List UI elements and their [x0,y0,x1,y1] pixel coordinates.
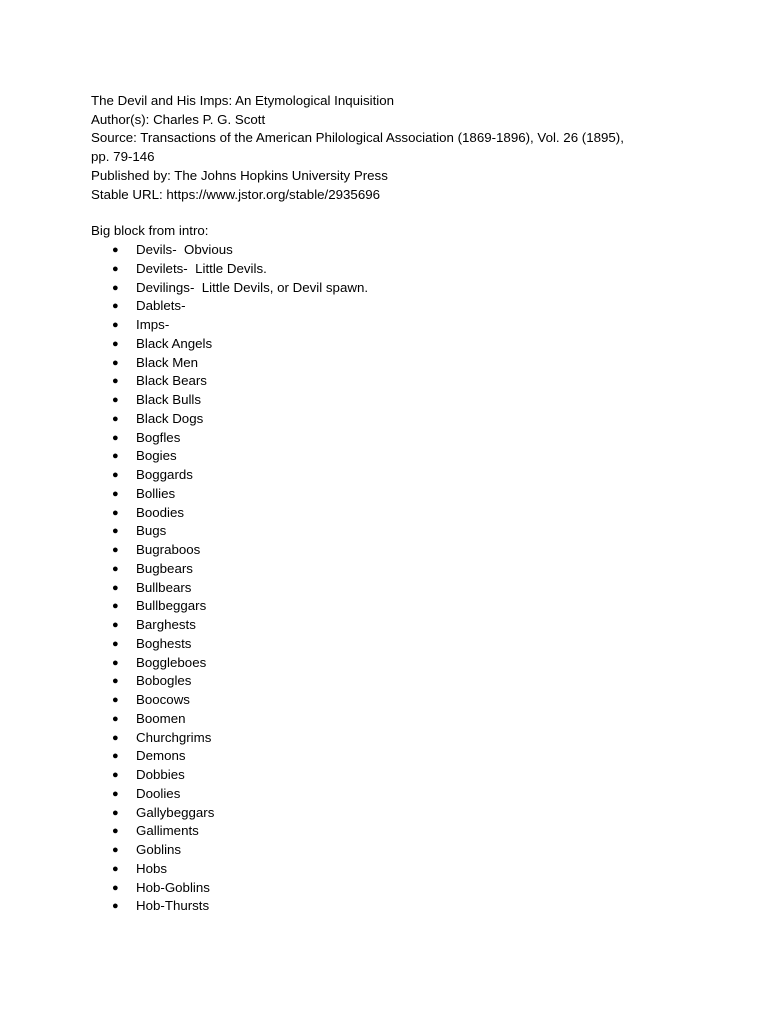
bullet-icon: ● [112,394,119,406]
bullet-icon: ● [112,862,119,875]
list-item-text: Galliments [136,823,199,839]
list-item-text: Bugs [136,523,167,539]
bullet-icon: ● [112,769,119,781]
bullet-icon: ● [112,562,119,575]
list-item-text: Gallybeggars [136,804,215,820]
bullet-icon: ● [112,281,119,294]
bullet-icon: ● [112,469,119,481]
bullet-icon: ● [112,581,119,594]
list-item-text: Churchgrims [136,729,212,745]
bullet-icon: ● [112,319,119,331]
list-item-text: Bobogles [136,673,192,689]
bullet-icon: ● [112,806,119,819]
source-line: Source: Transactions of the American Philological Association (1869-1896), Vol. 26 (1895), [91,130,624,146]
citation-header [91,92,691,204]
list-item-text: Boodies [136,504,185,520]
list-item-text: Demons [136,748,186,764]
bullet-icon: ● [112,487,119,500]
bullet-icon: ● [112,637,119,650]
list-item-text: Black Men [136,354,199,370]
bullet-icon: ● [112,450,119,463]
list-item-text: Dablets- [136,298,186,314]
list-item-text: Black Bears [136,373,207,389]
bullet-icon: ● [112,300,119,313]
bullet-icon: ● [112,506,119,519]
list-item-text: Hob-Goblins [136,879,210,895]
article-title: The Devil and His Imps: An Etymological Inquisition [91,93,395,108]
bullet-icon: ● [112,787,119,800]
bullet-icon: ● [112,525,119,538]
bullet-icon: ● [112,712,119,725]
list-item-text: Bollies [136,485,176,501]
list-item-text: Black Angels [136,335,213,351]
list-item-text: Bugbears [136,560,193,576]
bullet-icon: ● [112,844,119,856]
list-item-text: Bogfles [136,429,181,445]
bullet-icon: ● [112,881,119,894]
list-item-text: Barghests [136,617,196,632]
bullet-icon: ● [112,412,119,425]
bullet-icon: ● [112,656,119,669]
bullet-icon: ● [112,750,119,763]
list-item-text: Boocows [136,692,190,707]
list-item-text: Boggleboes [136,654,207,670]
bullet-icon: ● [112,356,119,369]
bullet-icon: ● [112,600,119,613]
pages-line: pp. 79-146 [91,149,155,165]
list-item-text: Bugraboos [136,542,201,557]
stable-url-line: Stable URL: https://www.jstor.org/stable/2935696 [91,186,380,202]
bullet-icon: ● [112,900,119,913]
list-item-text: Devilets- Little Devils. [136,260,267,276]
list-item-text: Devilings- Little Devils, or Devil spawn. [136,279,369,295]
list-item-text: Bogies [136,448,177,464]
bullet-icon: ● [112,431,119,444]
list-item-text: Boomen [136,710,186,726]
list-item-text: Bullbeggars [136,598,207,614]
list-item-text: Black Dogs [136,410,204,426]
list-item-text: Hob-Thursts [136,898,210,914]
list-item-text: Black Bulls [136,392,202,407]
list-item-text: Boghests [136,635,192,651]
list-item-text: Boggards [136,467,193,482]
bullet-icon: ● [112,544,119,556]
bullet-icon: ● [112,825,119,838]
bullet-icon: ● [112,675,119,688]
intro-label: Big block from intro: [91,223,209,238]
list-item-text: Devils- Obvious [136,242,233,257]
bullet-icon: ● [112,262,119,275]
bullet-icon: ● [112,244,119,256]
list-item-text: Goblins [136,842,182,857]
bullet-icon: ● [112,375,119,388]
list-item-text: Doolies [136,785,181,801]
bullet-icon: ● [112,731,119,744]
bullet-icon: ● [112,694,119,706]
list-item-text: Dobbies [136,767,185,782]
publisher-line: Published by: The Johns Hopkins University Press [91,167,388,183]
list-item-text: Bullbears [136,579,192,595]
author-line: Author(s): Charles P. G. Scott [91,111,266,127]
bullet-icon: ● [112,337,119,350]
bullet-icon: ● [112,619,119,631]
list-item-text: Imps- [136,317,170,332]
list-item-text: Hobs [136,860,168,876]
